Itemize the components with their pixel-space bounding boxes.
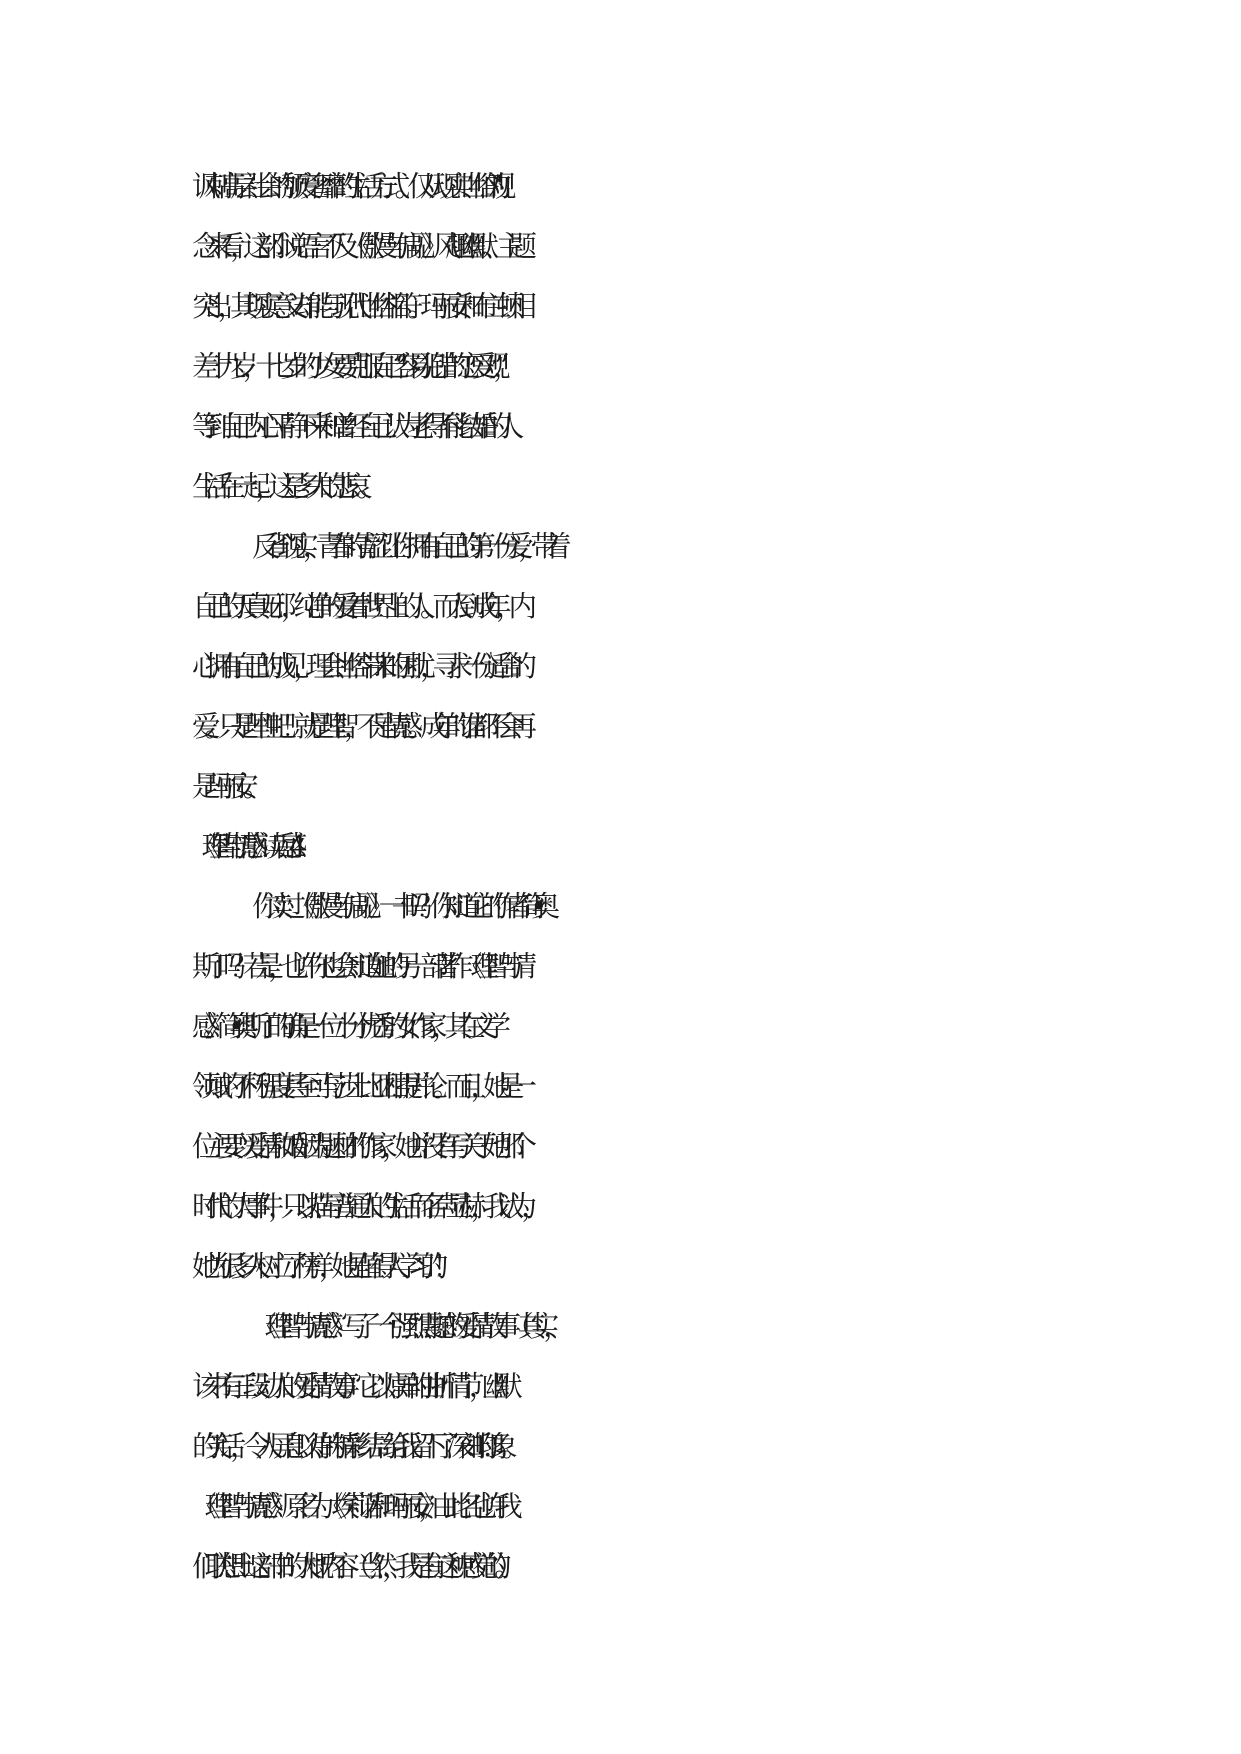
text-line: 位主要以爱情和婚姻为题材的作家，她并没有写关于她那个 bbox=[192, 1129, 522, 1163]
text-line: 心拥有自己的成见，理会世俗带来的困扰，寻求一份适合的 bbox=[192, 649, 522, 683]
text-line: 反省现实，青春的青涩让你拥有自己的第一份爱，带着 bbox=[252, 529, 556, 563]
text-line: 《理智与情感》写了一个强烈震撼的爱情故事（其实， bbox=[252, 1309, 556, 1343]
text-line: 讽刺高层社会的颓废奢靡的生活方式。仅从现实世俗的'观 bbox=[192, 169, 501, 203]
text-line: 该书有三段动人的爱情故事）。它以惊异的曲折情节，幽默 bbox=[192, 1369, 507, 1403]
document-body bbox=[192, 156, 1092, 1596]
text-line: 突出，其现实意义却能与现代世俗相符。玛丽安和布兰顿相 bbox=[192, 289, 522, 323]
text-line: 斯丁吗？若是，也许你也会知道她的另一部著作《理智与情 bbox=[192, 949, 522, 983]
text-line: 们联想出这部书的大概内容（当然，我是有这种感觉的）。 bbox=[192, 1549, 507, 1583]
text-line: 时代的大事件，只以描写普通人的生活而名声显赫，我认为， bbox=[192, 1189, 534, 1223]
text-line: 等到自己内心平静下来和曾经自己认为老得不能结婚的人 bbox=[192, 409, 509, 443]
text-line: 生活在一起，这是多大的悲哀。 bbox=[192, 469, 370, 503]
text-line: 的笑话，令人屏息以待的精彩结局给我留下了深刻的.印象。 bbox=[192, 1429, 515, 1463]
text-line: 爱。只是理性吧！就是理智，不是情感。成年的谁都不会再 bbox=[192, 709, 522, 743]
text-line: 是玛丽安。 bbox=[192, 769, 256, 803]
text-line: 念来看，这部小说语言不及《傲慢与偏见》风趣幽默、主题 bbox=[192, 229, 522, 263]
text-line: 差十九岁，十七岁的少女要克服自己“容易犯错的恋爱观”， bbox=[192, 349, 506, 383]
text-line: 领域的不朽程度甚至可与莎士比亚相提并论。而且，她是一 bbox=[192, 1069, 522, 1103]
section-heading: 《理智与情感》读后感4 bbox=[192, 829, 288, 863]
text-line: 你读过《傲慢与偏见》一书吗？你知道它的作者简•奥 bbox=[252, 889, 544, 923]
text-line: 自己的天真无邪，纯净的爱着世界上的人。而人到成年，内 bbox=[192, 589, 522, 623]
text-line: 感》。简•奥斯丁的确是一位十分优秀的女作家，其在文学 bbox=[192, 1009, 495, 1043]
text-line: 《理智与情感》原名为《埃莉诺和玛丽安》，由此名也许我 bbox=[192, 1489, 507, 1523]
text-line: 她为很多人树立了榜样，她是值得人学习的！ bbox=[192, 1249, 446, 1283]
